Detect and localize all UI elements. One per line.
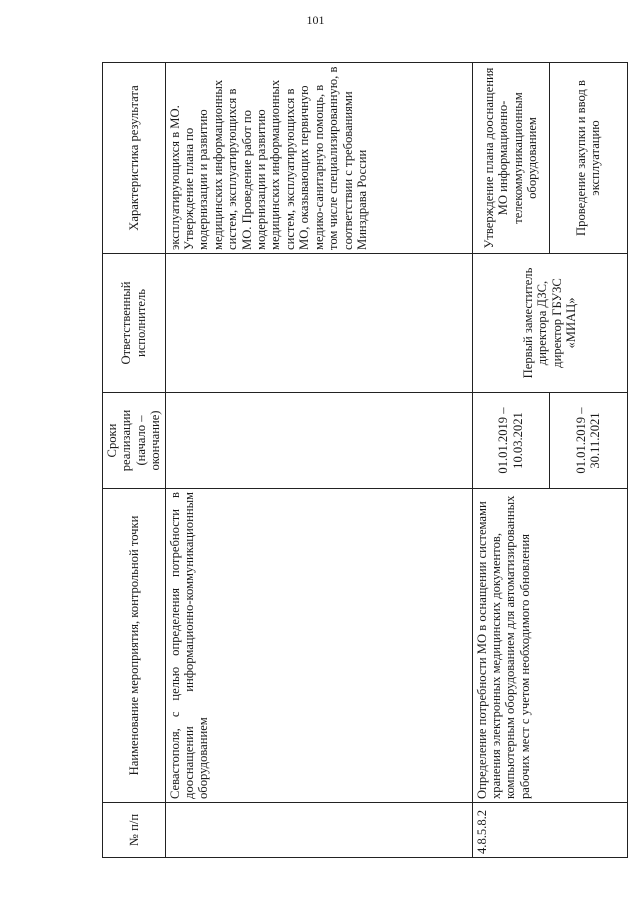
cell-deadline: 01.01.2019 – 10.03.2021 xyxy=(472,393,549,489)
rotated-table-container xyxy=(102,63,604,858)
cell-num: 4.8.5.8.2 xyxy=(472,803,627,858)
cell-result: Проведение закупки и ввод в эксплуатацию xyxy=(549,63,627,254)
header-result: Характеристика результата xyxy=(103,63,166,254)
cell-name: Севастополя, с целью определения потребности в дооснащении информационно-коммуникационным оборудованием xyxy=(165,489,472,803)
header-deadline: Сроки реализации (начало – окончание) xyxy=(103,393,166,489)
cell-num xyxy=(165,803,472,858)
header-num: № п/п xyxy=(103,803,166,858)
cell-deadline xyxy=(165,393,472,489)
table-header-row xyxy=(103,63,166,858)
cell-name: Определение потребности МО в оснащении системами хранения электронных медицинских документов, компьютерным оборудованием для автоматизированных рабочих мест с учетом необходимого обновления xyxy=(472,489,627,803)
table-row xyxy=(472,63,549,858)
page-number: 101 xyxy=(306,13,325,27)
cell-responsible xyxy=(165,254,472,393)
cell-responsible: Первый заместитель директора ДЗС, директор ГБУЗС «МИАЦ» xyxy=(472,254,627,393)
table-row xyxy=(165,63,472,858)
cell-result: эксплуатирующихся в МО. Утверждение плана по модернизации и развитию медицинских информационных систем, эксплуатирующихся в МО. Проведение работ по модернизации и развитию медицинских информационных систем, эксплуатирующихся в МО, оказывающих первичную медико-санитарную помощь, в том числе специализированную, в соответствии с требованиями Минздрава России xyxy=(165,63,472,254)
cell-result: Утверждение плана дооснащения МО информационно-телекоммуникационным оборудованием xyxy=(472,63,549,254)
header-responsible: Ответственный исполнитель xyxy=(103,254,166,393)
cell-deadline: 01.01.2019 – 30.11.2021 xyxy=(549,393,627,489)
plan-table xyxy=(102,62,628,858)
header-name: Наименование мероприятия, контрольной точки xyxy=(103,489,166,803)
